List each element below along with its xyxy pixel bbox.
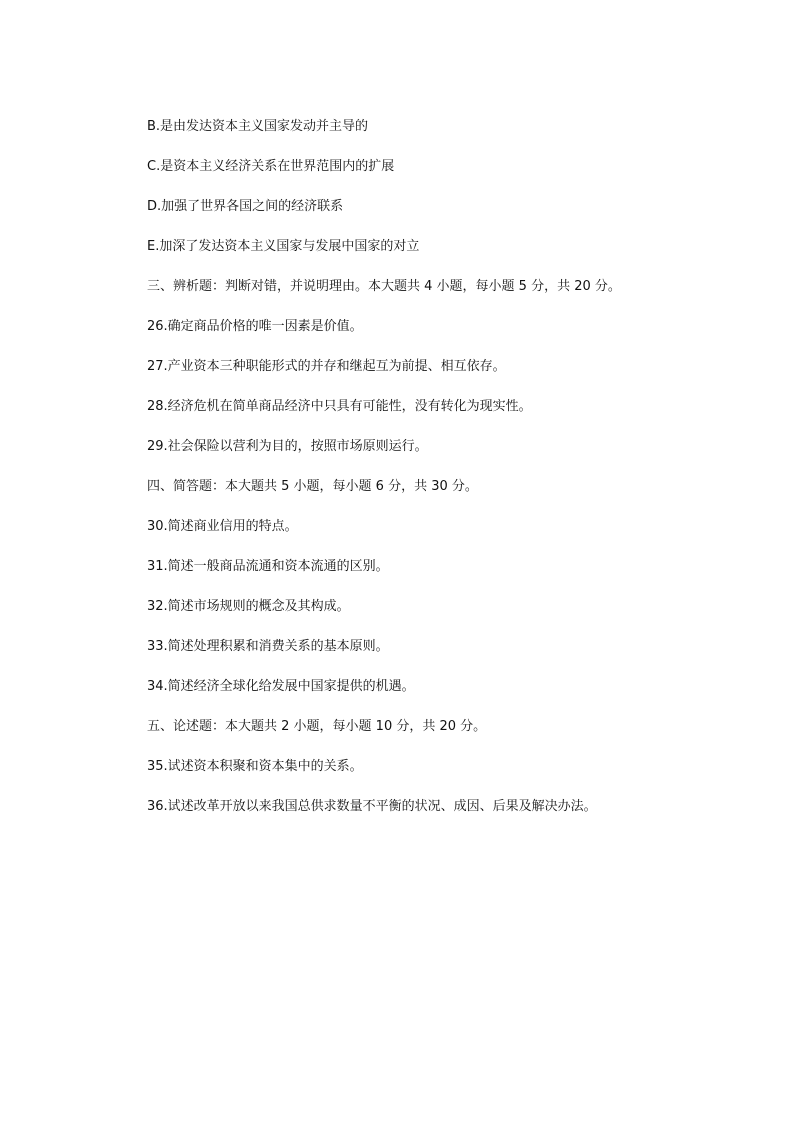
question-30: 30.简述商业信用的特点。 — [147, 519, 298, 534]
question-26: 26.确定商品价格的唯一因素是价值。 — [147, 319, 363, 334]
question-35: 35.试述资本积聚和资本集中的关系。 — [147, 759, 363, 774]
question-27: 27.产业资本三种职能形式的并存和继起互为前提、相互依存。 — [147, 359, 506, 374]
question-31: 31.简述一般商品流通和资本流通的区别。 — [147, 559, 389, 574]
section-heading-analysis: 三、辨析题：判断对错，并说明理由。本大题共 4 小题，每小题 5 分，共 20 分。 — [147, 279, 621, 294]
question-34: 34.简述经济全球化给发展中国家提供的机遇。 — [147, 679, 415, 694]
option-d: D.加强了世界各国之间的经济联系 — [147, 199, 344, 214]
option-b: B.是由发达资本主义国家发动并主导的 — [147, 119, 369, 134]
document-body — [147, 116, 707, 836]
question-32: 32.简述市场规则的概念及其构成。 — [147, 599, 350, 614]
option-e: E.加深了发达资本主义国家与发展中国家的对立 — [147, 239, 420, 254]
question-36: 36.试述改革开放以来我国总供求数量不平衡的状况、成因、后果及解决办法。 — [147, 799, 597, 814]
option-c: C.是资本主义经济关系在世界范围内的扩展 — [147, 159, 395, 174]
question-29: 29.社会保险以营利为目的，按照市场原则运行。 — [147, 439, 428, 454]
section-heading-essay: 五、论述题：本大题共 2 小题，每小题 10 分，共 20 分。 — [147, 719, 487, 734]
question-33: 33.简述处理积累和消费关系的基本原则。 — [147, 639, 389, 654]
question-28: 28.经济危机在简单商品经济中只具有可能性，没有转化为现实性。 — [147, 399, 532, 414]
section-heading-short-answer: 四、简答题：本大题共 5 小题，每小题 6 分，共 30 分。 — [147, 479, 478, 494]
